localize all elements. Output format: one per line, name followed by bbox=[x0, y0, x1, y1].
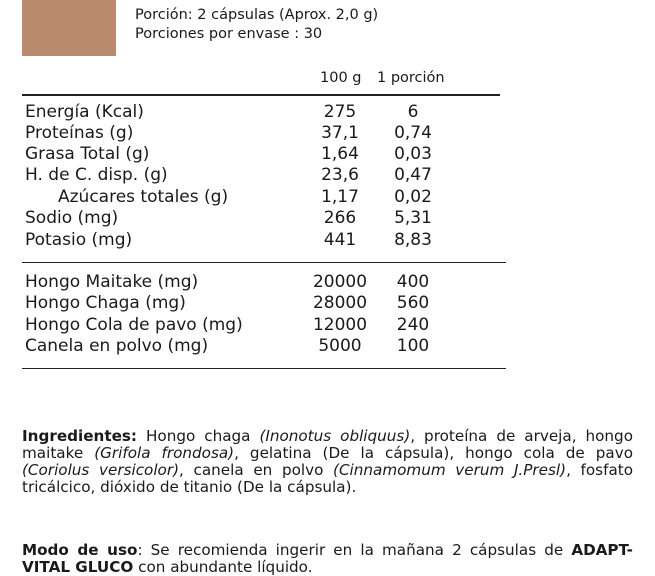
nutrient-value-100g: 1,64 bbox=[321, 144, 359, 164]
nutrient-value-serving: 8,83 bbox=[394, 230, 432, 250]
table-row bbox=[0, 187, 655, 208]
nutrient-value-serving: 0,03 bbox=[394, 144, 432, 164]
ingredients-text: , canela en polvo bbox=[179, 461, 334, 479]
nutrient-value-100g: 37,1 bbox=[321, 123, 359, 143]
active-value-serving: 240 bbox=[396, 315, 430, 335]
usage-text: : Se recomienda ingerir en la mañana 2 cápsulas de bbox=[137, 541, 572, 559]
nutrient-label: Potasio (mg) bbox=[25, 230, 133, 250]
active-value-serving: 100 bbox=[396, 336, 430, 356]
active-value-100g: 5000 bbox=[318, 336, 362, 356]
table-row bbox=[0, 336, 655, 357]
scientific-name: (Inonotus obliquus) bbox=[259, 427, 411, 445]
table-row bbox=[0, 123, 655, 144]
nutrient-value-serving: 6 bbox=[407, 102, 419, 122]
column-header-100g: 100 g bbox=[320, 70, 362, 86]
nutrient-value-100g: 1,17 bbox=[321, 187, 359, 207]
table-row bbox=[0, 165, 655, 186]
table-bottom-rule bbox=[22, 368, 506, 369]
table-middle-rule bbox=[22, 262, 506, 263]
servings-per-container: Porciones por envase : 30 bbox=[135, 26, 323, 42]
active-label: Hongo Cola de pavo (mg) bbox=[25, 315, 243, 335]
table-top-rule bbox=[22, 94, 500, 96]
active-value-100g: 12000 bbox=[312, 315, 368, 335]
scientific-name: (Cinnamomum verum J.Presl) bbox=[333, 461, 567, 479]
ingredients-text: Hongo chaga bbox=[137, 427, 260, 445]
active-value-serving: 400 bbox=[396, 272, 430, 292]
nutrient-value-serving: 0,74 bbox=[394, 123, 432, 143]
table-row bbox=[0, 272, 655, 293]
nutrient-label: Energía (Kcal) bbox=[25, 102, 144, 122]
column-header-serving: 1 porción bbox=[377, 70, 445, 86]
ingredients-text: , proteína de arveja, hongo maitake bbox=[22, 427, 633, 462]
scientific-name: (Coriolus versicolor) bbox=[22, 461, 180, 479]
table-row bbox=[0, 144, 655, 165]
nutrient-label: Grasa Total (g) bbox=[25, 144, 150, 164]
table-row bbox=[0, 230, 655, 251]
nutrient-label: H. de C. disp. (g) bbox=[25, 165, 168, 185]
nutrient-label: Proteínas (g) bbox=[25, 123, 134, 143]
nutrient-value-serving: 5,31 bbox=[394, 208, 432, 228]
product-color-swatch bbox=[22, 0, 116, 56]
table-row bbox=[0, 315, 655, 336]
usage-text: con abundante líquido. bbox=[133, 558, 313, 576]
scientific-name: (Grifola frondosa) bbox=[94, 444, 235, 462]
nutrient-value-serving: 0,02 bbox=[394, 187, 432, 207]
ingredients-heading: Ingredientes: bbox=[22, 427, 137, 445]
active-value-100g: 20000 bbox=[312, 272, 368, 292]
active-value-serving: 560 bbox=[396, 293, 430, 313]
serving-size: Porción: 2 cápsulas (Aprox. 2,0 g) bbox=[135, 7, 379, 23]
active-label: Canela en polvo (mg) bbox=[25, 336, 209, 356]
table-row bbox=[0, 102, 655, 123]
ingredients-text: , gelatina (De la cápsula), hongo cola de pavo bbox=[234, 444, 633, 462]
ingredients-paragraph bbox=[22, 428, 633, 496]
nutrient-label: Sodio (mg) bbox=[25, 208, 119, 228]
nutrient-value-serving: 0,47 bbox=[394, 165, 432, 185]
nutrient-value-100g: 266 bbox=[323, 208, 357, 228]
product-name: ADAPT-VITAL GLUCO bbox=[22, 541, 633, 576]
table-row bbox=[0, 293, 655, 314]
ingredients-text: , fosfato tricálcico, dióxido de titanio (De la cápsula). bbox=[22, 461, 633, 496]
nutrient-value-100g: 23,6 bbox=[321, 165, 359, 185]
active-label: Hongo Maitake (mg) bbox=[25, 272, 199, 292]
nutrient-value-100g: 275 bbox=[323, 102, 357, 122]
usage-heading: Modo de uso bbox=[22, 541, 138, 559]
nutrient-label: Azúcares totales (g) bbox=[58, 187, 229, 207]
nutrient-value-100g: 441 bbox=[323, 230, 357, 250]
table-row bbox=[0, 208, 655, 229]
active-label: Hongo Chaga (mg) bbox=[25, 293, 186, 313]
active-value-100g: 28000 bbox=[312, 293, 368, 313]
usage-paragraph bbox=[22, 542, 633, 576]
